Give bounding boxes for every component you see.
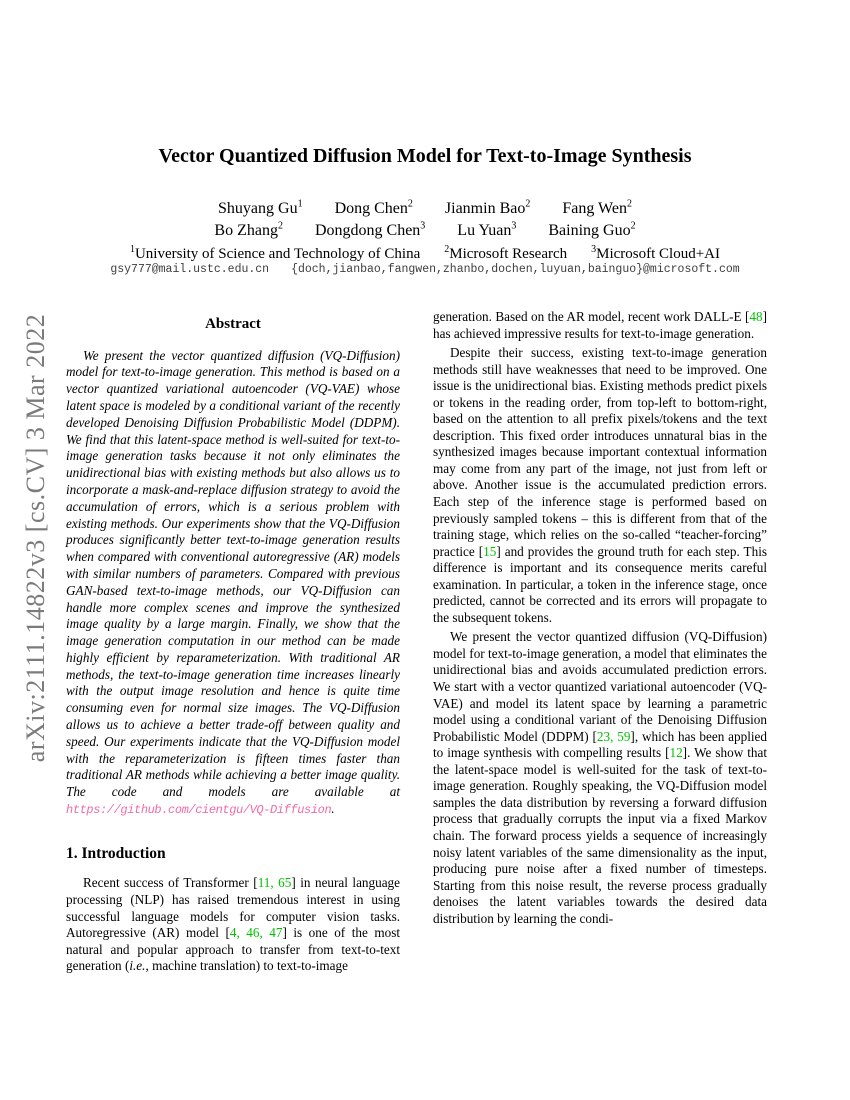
author-name: Lu Yuan$^3$ [457,220,517,239]
author-affil-sup: 2 [630,220,636,232]
column-left [66,316,400,975]
emphasis-text: i.e. [129,958,146,974]
affiliation: $^2$Microsoft Research [444,244,568,262]
citation-link[interactable]: 23, 59 [596,728,631,744]
text-run: We present the vector quantized diffusion (VQ-Diffusion) model for text-to-image generation. This method is based on a vector quantized variational autoencoder (VQ-VAE) whose latent space is modeled by a conditional variant of the recently developed Denoising Diffusion Probabilistic Model (DDPM). We find that this latent-space method is well-suited for text-to-image generation tasks because it not only eliminates the unidirectional bias with existing methods but also allows us to incorporate a mask-and-replace diffusion strategy to avoid the accumulation of errors, which is a serious problem with existing methods. Our experiments show that the VQ-Diffusion produces significantly better text-to-image generation results when compared with conventional autoregressive (AR) models with similar numbers of parameters. Compared with previous GAN-based text-to-image methods, our VQ-Diffusion can handle more complex scenes and improve the synthesized image quality by a large margin. Finally, we show that the image generation computation in our method can be made highly efficient by reparameterization. With traditional AR methods, the text-to-image generation time increases linearly with the output image resolution and hence is quite time consuming even for normal size images. The VQ-Diffusion allows us to achieve a better trade-off between quality and speed. Our experiments indicate that the VQ-Diffusion model with the reparameterization is fifteen times faster than traditional AR methods while achieving a better image quality. The code and models are available at [66,347,400,800]
text-run: ], which has been applied to image synthesis with compelling results [ [433,728,767,761]
text-run: , machine translation) to text-to-image [145,958,348,974]
author-affil-sup: 2 [407,198,413,210]
email-ustc: gsy777@mail.ustc.edu.cn [110,263,270,276]
affiliation-sup: 2 [444,244,450,255]
author-name: Dongdong Chen$^3$ [314,220,426,239]
citation-link[interactable]: 48 [749,309,763,324]
author-affil-sup: 3 [420,220,426,232]
email-line [0,263,850,276]
author-name: Bo Zhang$^2$ [214,220,283,239]
text-run: ]. We show that the latent-space model is well-suited for the task of text-to-image generation. Roughly speaking, the VQ-Diffusion model samples the data distribution by reversing a forward diffusion process that gradually corrupts the input via a fixed Markov chain. The forward process yields a sequence of increasingly noisy latent variables of the same dimensionality as the input, producing pure noise after a fixed number of timesteps. Starting from this noise result, the reverse process gradually denoises the latent variables towards the desired data distribution by learning the condi- [433,745,768,926]
author-affil-sup: 2 [525,198,531,210]
affiliation: $^1$University of Science and Technology of China [129,244,421,262]
text-run: generation. Based on the AR model, recent work DALL-E [ [433,309,750,324]
citation-link[interactable]: 15 [483,543,497,559]
author-name: Baining Guo$^2$ [548,220,636,239]
paper-title: Vector Quantized Diffusion Model for Text-to-Image Synthesis [158,145,692,167]
text-run: . [331,801,335,817]
author-name: Dong Chen$^2$ [334,198,413,217]
arxiv-watermark: arXiv:2111.14822v3 [cs.CV] 3 Mar 2022 [21,313,50,763]
intro-paragraph-weaknesses [433,345,767,626]
text-run: We present the vector quantized diffusion (VQ-Diffusion) model for text-to-image generation, a model that eliminates the unidirectional bias and avoids accumulated prediction errors. We start with a vector quantized variational autoencoder (VQ-VAE) and model its latent space by learning a parametric model using a conditional variant of the Denoising Diffusion Probabilistic Model (DDPM) [ [433,629,767,744]
author-affil-sup: 3 [511,220,517,232]
author-block [0,198,850,264]
affiliation-sup: 1 [129,244,135,255]
citation-link[interactable]: 4, 46, 47 [229,925,283,941]
intro-paragraph-continuation [433,309,767,342]
text-run: ] in neural language processing (NLP) has raised tremendous interest in using successful language models for computer vision tasks. Autoregressive (AR) model [ [66,875,401,941]
text-run: ] has achieved impressive results for text-to-image generation. [433,309,767,341]
introduction-heading: 1. Introduction [66,844,166,862]
text-run: Despite their success, existing text-to-image generation methods still have weaknesses that need to be improved. One issue is the unidirectional bias. Existing methods predict pixels or tokens in the reading order, from top-left to bottom-right, based on the attention to all prefix pixels/tokens and the text description. This fixed order introduces unnatural bias in the synthesized images because important contextual information may come from any part of the image, not just from left or above. Another issue is the accumulated prediction errors. Each step of the inference stage is performed based on previously sampled tokens – this is different from that of the training stage, which relies on the so-called “teacher-forcing” practice [ [433,345,767,559]
author-affil-sup: 1 [297,198,303,210]
affiliation: $^3$Microsoft Cloud+AI [591,244,721,262]
intro-paragraph-vq-diffusion [433,629,767,927]
email-microsoft: {doch,jianbao,fangwen,zhanbo,dochen,luyuan,bainguo}@microsoft.com [291,263,740,276]
affiliation-sup: 3 [591,244,597,255]
intro-paragraph-left [66,875,400,974]
text-run: ] is one of the most natural and popular approach to transfer from text-to-text generation ( [66,925,400,974]
abstract-heading: Abstract [205,316,261,332]
column-right [433,309,767,927]
github-link[interactable]: https://github.com/cientgu/VQ-Diffusion [66,803,332,818]
text-run: Recent success of Transformer [ [83,875,258,891]
author-name: Jianmin Bao$^2$ [444,198,531,217]
author-affil-sup: 2 [277,220,283,232]
citation-link[interactable]: 12 [669,745,683,761]
text-run: ] and provides the ground truth for each step. This difference is important and its consequence merits careful examination. In particular, a token in the inference stage, once predicted, cannot be corrected and its errors will propagate to the subsequent tokens. [433,543,767,625]
author-name: Shuyang Gu$^1$ [218,198,303,217]
author-name: Fang Wen$^2$ [562,198,632,217]
author-line-1 [0,198,850,220]
citation-link[interactable]: 11, 65 [257,875,292,891]
abstract-text [66,348,400,819]
author-affil-sup: 2 [626,198,632,210]
affiliation-line [0,244,850,264]
author-line-2 [0,220,850,242]
